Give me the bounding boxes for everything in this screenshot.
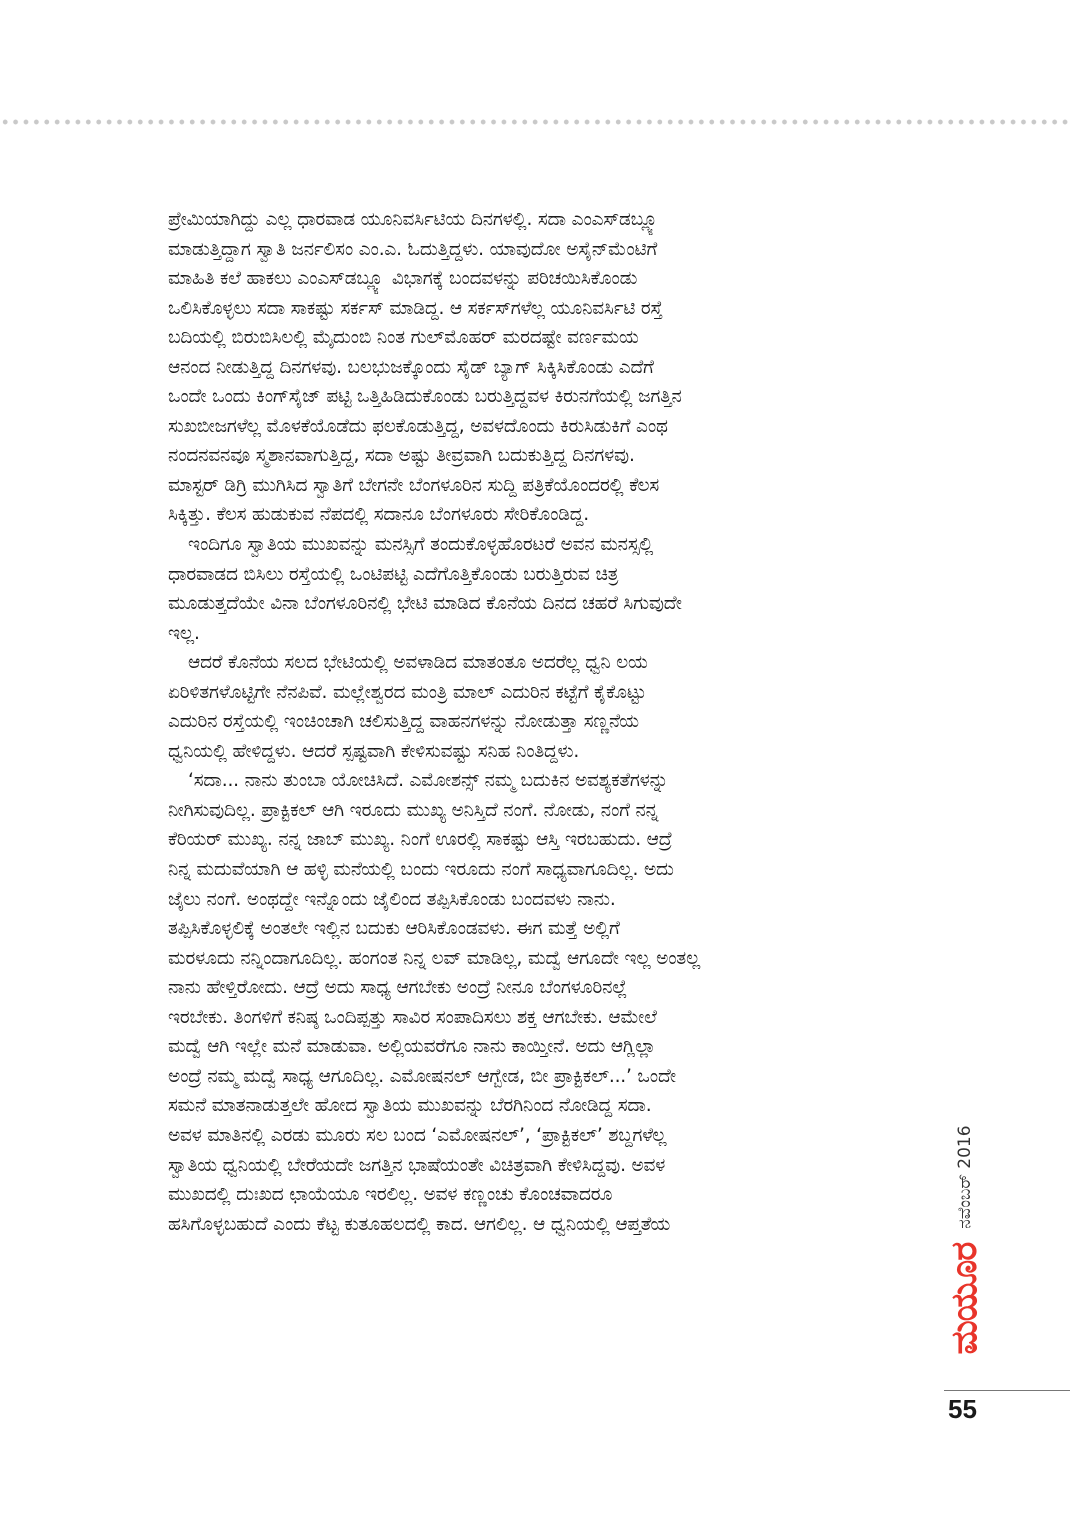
text-line: ಸುಖಬೀಜಗಳೆಲ್ಲ ಮೊಳಕೆಯೊಡೆದು ಫಲಕೊಡುತ್ತಿದ್ದ, ಅವಳದೊಂದು ಕಿರುಸಿಡುಕಿಗೆ ಎಂಥ	[168, 415, 668, 437]
text-line: ಅಂದ್ರೆ ನಮ್ಮ ಮದ್ವೆ ಸಾಧ್ಯ ಆಗೂದಿಲ್ಲ. ಎಮೋಷನಲ್ ಆಗ್ಬೇಡ, ಬೀ ಪ್ರಾಕ್ಟಿಕಲ್...’ ಒಂದೇ	[168, 1065, 676, 1087]
text-line: ಕೆರಿಯರ್ ಮುಖ್ಯ. ನನ್ನ ಜಾಬ್ ಮುಖ್ಯ. ನಿಂಗೆ ಊರಲ್ಲಿ ಸಾಕಷ್ಟು ಆಸ್ತಿ ಇರಬಹುದು. ಆದ್ರೆ	[168, 829, 673, 851]
text-line: ಎದುರಿನ ರಸ್ತೆಯಲ್ಲಿ ಇಂಚಿಂಚಾಗಿ ಚಲಿಸುತ್ತಿದ್ದ ವಾಹನಗಳನ್ನು ನೋಡುತ್ತಾ ಸಣ್ಣನೆಯ	[168, 711, 640, 733]
issue-date: ನವೆಂಬರ್ 2016	[955, 1125, 975, 1229]
text-line: ಧಾರವಾಡದ ಬಿಸಿಲು ರಸ್ತೆಯಲ್ಲಿ ಒಂಟಿಪಟ್ಟಿ ಎದೆಗೊತ್ತಿಕೊಂಡು ಬರುತ್ತಿರುವ ಚಿತ್ರ	[168, 563, 619, 585]
magazine-side-tag	[944, 1100, 985, 1380]
text-line: ಮಾಡುತ್ತಿದ್ದಾಗ ಸ್ವಾತಿ ಜರ್ನಲಿಸಂ ಎಂ.ಎ. ಓದುತ್ತಿದ್ದಳು. ಯಾವುದೋ ಅಸೈನ್‌ಮೆಂಟಿಗೆ	[168, 238, 658, 260]
story-text	[168, 205, 920, 1239]
text-line: ತಪ್ಪಿಸಿಕೊಳ್ಳಲಿಕ್ಕೆ ಅಂತಲೇ ಇಲ್ಲಿನ ಬದುಕು ಆರಿಸಿಕೊಂಡವಳು. ಈಗ ಮತ್ತೆ ಅಲ್ಲಿಗೆ	[168, 918, 620, 940]
text-line: ಮಾಸ್ಟರ್ ಡಿಗ್ರಿ ಮುಗಿಸಿದ ಸ್ವಾತಿಗೆ ಬೇಗನೇ ಬೆಂಗಳೂರಿನ ಸುದ್ದಿ ಪತ್ರಿಕೆಯೊಂದರಲ್ಲಿ ಕೆಲಸ	[168, 474, 660, 496]
text-line: ಇರಬೇಕು. ತಿಂಗಳಿಗೆ ಕನಿಷ್ಠ ಒಂದಿಪ್ಪತ್ತು ಸಾವಿರ ಸಂಪಾದಿಸಲು ಶಕ್ತ ಆಗಬೇಕು. ಆಮೇಲೆ	[168, 1006, 657, 1028]
text-line: ಮಾಹಿತಿ ಕಲೆ ಹಾಕಲು ಎಂಎಸ್‌ಡಬ್ಲ್ಯೂ ವಿಭಾಗಕ್ಕೆ ಬಂದವಳನ್ನು ಪರಿಚಯಿಸಿಕೊಂಡು	[168, 268, 638, 290]
text-line: ಆನಂದ ನೀಡುತ್ತಿದ್ದ ದಿನಗಳವು. ಬಲಭುಜಕ್ಕೊಂದು ಸೈಡ್ ಬ್ಯಾಗ್ ಸಿಕ್ಕಿಸಿಕೊಂಡು ಎದೆಗೆ	[168, 356, 654, 378]
text-line: ಸಿಕ್ಕಿತ್ತು. ಕೆಲಸ ಹುಡುಕುವ ನೆಪದಲ್ಲಿ ಸದಾನೂ ಬೆಂಗಳೂರು ಸೇರಿಕೊಂಡಿದ್ದ.	[168, 504, 589, 526]
text-line: ಹಸಿಗೊಳ್ಳಬಹುದೆ ಎಂದು ಕೆಟ್ಟ ಕುತೂಹಲದಲ್ಲಿ ಕಾದ. ಆಗಲಿಲ್ಲ. ಆ ಧ್ವನಿಯಲ್ಲಿ ಆಪ್ತತೆಯ	[168, 1213, 671, 1235]
text-line: ಅವಳ ಮಾತಿನಲ್ಲಿ ಎರಡು ಮೂರು ಸಲ ಬಂದ ‘ಎಮೋಷನಲ್’, ‘ಪ್ರಾಕ್ಟಿಕಲ್’ ಶಬ್ದಗಳೆಲ್ಲ	[168, 1124, 667, 1146]
text-line: ಧ್ವನಿಯಲ್ಲಿ ಹೇಳಿದ್ದಳು. ಆದರೆ ಸ್ಪಷ್ಟವಾಗಿ ಕೇಳಿಸುವಷ್ಟು ಸನಿಹ ನಿಂತಿದ್ದಳು.	[168, 740, 580, 762]
text-line: ನಾನು ಹೇಳ್ತಿರೋದು. ಆದ್ರೆ ಅದು ಸಾಧ್ಯ ಆಗಬೇಕು ಅಂದ್ರೆ ನೀನೂ ಬೆಂಗಳೂರಿನಲ್ಲೆ	[168, 977, 628, 999]
text-line: ಇಲ್ಲ.	[168, 622, 200, 644]
text-line: ಪ್ರೇಮಿಯಾಗಿದ್ದು ಎಲ್ಲ ಧಾರವಾಡ ಯೂನಿವರ್ಸಿಟಿಯ ದಿನಗಳಲ್ಲಿ. ಸದಾ ಎಂಎಸ್‌ಡಬ್ಲ್ಯೂ	[168, 209, 661, 230]
text-line: ನೀಗಿಸುವುದಿಲ್ಲ. ಪ್ರಾಕ್ಟಿಕಲ್ ಆಗಿ ಇರೂದು ಮುಖ್ಯ ಅನಿಸ್ತಿದೆ ನಂಗೆ. ನೋಡು, ನಂಗೆ ನನ್ನ	[168, 799, 659, 821]
text-line: ಸಮನೆ ಮಾತನಾಡುತ್ತಲೇ ಹೋದ ಸ್ವಾತಿಯ ಮುಖವನ್ನು ಬೆರಗಿನಿಂದ ನೋಡಿದ್ದ ಸದಾ.	[168, 1095, 652, 1117]
text-line: ಜೈಲು ನಂಗೆ. ಅಂಥದ್ದೇ ಇನ್ನೊಂದು ಜೈಲಿಂದ ತಪ್ಪಿಸಿಕೊಂಡು ಬಂದವಳು ನಾನು.	[168, 888, 616, 910]
text-line: ‘ಸದಾ... ನಾನು ತುಂಬಾ ಯೋಚಿಸಿದೆ. ಎಮೋಶನ್ಸ್ ನಮ್ಮ ಬದುಕಿನ ಅವಶ್ಯಕತೆಗಳನ್ನು	[188, 770, 669, 792]
text-line: ಆದರೆ ಕೊನೆಯ ಸಲದ ಭೇಟಿಯಲ್ಲಿ ಅವಳಾಡಿದ ಮಾತಂತೂ ಅದರೆಲ್ಲ ಧ್ವನಿ ಲಯ	[188, 652, 648, 674]
text-line: ಬದಿಯಲ್ಲಿ ಬಿರುಬಿಸಿಲಲ್ಲಿ ಮೈದುಂಬಿ ನಿಂತ ಗುಲ್‌ಮೊಹರ್ ಮರದಷ್ಟೇ ವರ್ಣಮಯ	[168, 327, 639, 349]
text-line: ನಂದನವನವೂ ಸ್ಮಶಾನವಾಗುತ್ತಿದ್ದ, ಸದಾ ಅಷ್ಟು ತೀವ್ರವಾಗಿ ಬದುಕುತ್ತಿದ್ದ ದಿನಗಳವು.	[168, 445, 635, 467]
text-line: ಒಲಿಸಿಕೊಳ್ಳಲು ಸದಾ ಸಾಕಷ್ಟು ಸರ್ಕಸ್ ಮಾಡಿದ್ದ. ಆ ಸರ್ಕಸ್‌ಗಳೆಲ್ಲ ಯೂನಿವರ್ಸಿಟಿ ರಸ್ತೆ	[168, 297, 663, 319]
text-line: ಒಂದೇ ಒಂದು ಕಿಂಗ್‌ಸೈಜ್ ಪಟ್ಟಿ ಒತ್ತಿಹಿಡಿದುಕೊಂಡು ಬರುತ್ತಿದ್ದವಳ ಕಿರುನಗೆಯಲ್ಲಿ ಜಗತ್ತಿನ	[168, 386, 682, 408]
text-line: ಸ್ವಾತಿಯ ಧ್ವನಿಯಲ್ಲಿ ಬೇರೆಯದೇ ಜಗತ್ತಿನ ಭಾಷೆಯಂತೇ ವಿಚಿತ್ರವಾಗಿ ಕೇಳಿಸಿದ್ದವು. ಅವಳ	[168, 1154, 666, 1176]
text-line: ಇಂದಿಗೂ ಸ್ವಾತಿಯ ಮುಖವನ್ನು ಮನಸ್ಸಿಗೆ ತಂದುಕೊಳ್ಳಹೊರಟರೆ ಅವನ ಮನಸ್ಸಲ್ಲಿ	[188, 534, 654, 556]
text-line: ನಿನ್ನ ಮದುವೆಯಾಗಿ ಆ ಹಳ್ಳಿ ಮನೆಯಲ್ಲಿ ಬಂದು ಇರೂದು ನಂಗೆ ಸಾಧ್ಯವಾಗೂದಿಲ್ಲ. ಅದು	[168, 859, 674, 881]
text-line: ಮರಳೂದು ನನ್ನಿಂದಾಗೂದಿಲ್ಲ. ಹಂಗಂತ ನಿನ್ನ ಲವ್ ಮಾಡಿಲ್ಲ, ಮದ್ವೆ ಆಗೂದೇ ಇಲ್ಲ ಅಂತಲ್ಲ	[168, 947, 701, 969]
page-number-rule	[944, 1390, 1070, 1391]
page-number: 55	[948, 1394, 977, 1424]
magazine-name: ಮಯೂರ	[944, 1242, 985, 1355]
text-line: ಏರಿಳಿತಗಳೊಟ್ಟಿಗೇ ನೆನಪಿವೆ. ಮಲ್ಲೇಶ್ವರದ ಮಂತ್ರಿ ಮಾಲ್ ಎದುರಿನ ಕಟ್ಟೆಗೆ ಕೈಕೊಟ್ಟು	[168, 681, 647, 703]
text-line: ಮೂಡುತ್ತದೆಯೇ ವಿನಾ ಬೆಂಗಳೂರಿನಲ್ಲಿ ಭೇಟಿ ಮಾಡಿದ ಕೊನೆಯ ದಿನದ ಚಹರೆ ಸಿಗುವುದೇ	[168, 593, 682, 615]
text-line: ಮದ್ವೆ ಆಗಿ ಇಲ್ಲೇ ಮನೆ ಮಾಡುವಾ. ಅಲ್ಲಿಯವರೆಗೂ ನಾನು ಕಾಯ್ತೀನೆ. ಅದು ಆಗ್ಲಿಲ್ಲಾ	[168, 1036, 656, 1058]
text-line: ಮುಖದಲ್ಲಿ ದುಃಖದ ಛಾಯೆಯೂ ಇರಲಿಲ್ಲ. ಅವಳ ಕಣ್ಣಂಚು ಕೊಂಚವಾದರೂ	[168, 1184, 613, 1206]
dotted-header-rule	[0, 118, 1072, 126]
